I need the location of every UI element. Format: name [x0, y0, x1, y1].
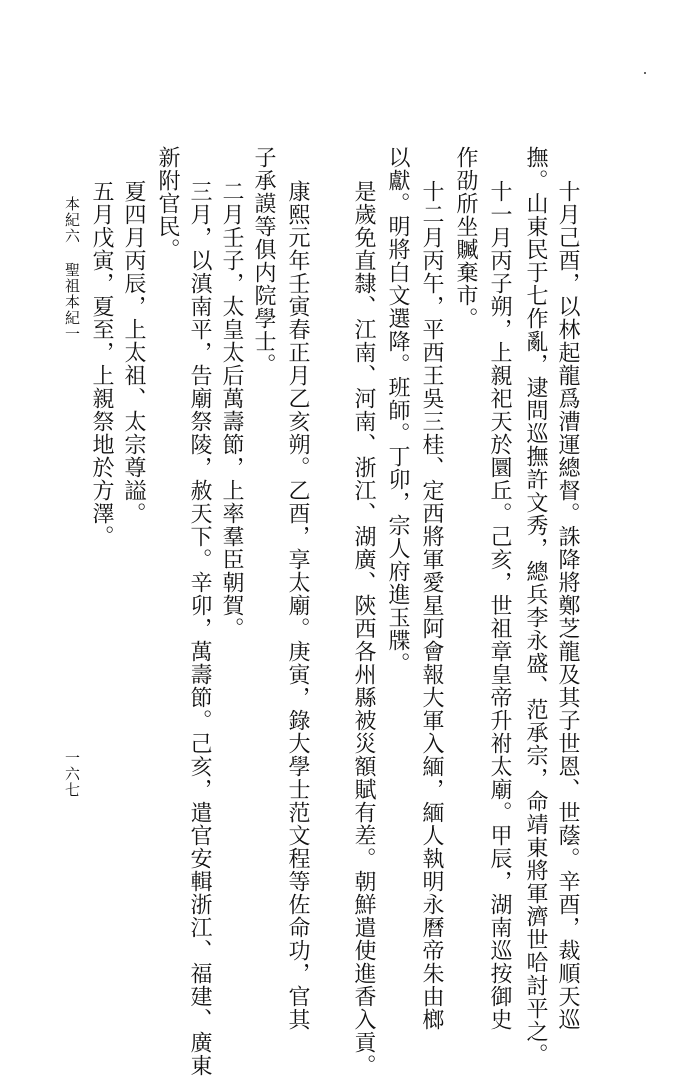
text-column-9: 子承謨等俱内院學士。 — [251, 146, 276, 376]
text-column-3: 十一月丙子朔，上親祀天於圜丘。己亥，世祖章皇帝升祔太廟。甲辰，湖南巡按御史 — [487, 180, 512, 1031]
text-column-5: 十二月丙午，平西王吳三桂、定西將軍愛星阿會報大軍入緬，緬人執明永曆帝朱由榔 — [419, 180, 444, 1031]
text-column-1: 十月己酉，以林起龍爲漕運總督。誅降將鄭芝龍及其子世恩、世蔭。辛酉，裁順天巡 — [555, 180, 580, 1031]
text-column-8: 康熙元年壬寅春正月乙亥朔。乙酉，享太廟。庚寅，錄大學士范文程等佐命功，官其 — [285, 180, 310, 1031]
running-header-reign: 聖祖本紀一 — [63, 262, 81, 342]
text-column-7: 是歲免直隸、江南、河南、浙江、湖廣、陝西各州縣被災額賦有差。朝鮮遣使進香入貢。 — [351, 180, 376, 1077]
text-column-11: 三月，以滇南平，告廟祭陵，赦天下。辛卯，萬壽節。己亥，遣官安輯浙江、福建、廣東 — [187, 180, 212, 1077]
running-header-chapter: 本紀六 — [63, 196, 81, 244]
text-column-10: 二月壬子，太皇太后萬壽節，上率羣臣朝賀。 — [219, 180, 244, 640]
text-column-13: 夏四月丙辰，上太祖、太宗尊謚。 — [121, 180, 146, 525]
text-column-2: 撫。山東民于七作亂，逮問巡撫許文秀，總兵李永盛、范承宗，命靖東將軍濟世哈討平之。 — [523, 146, 548, 1066]
text-column-4: 作劭斦坐贓棄市。 — [453, 146, 478, 330]
running-header — [62, 196, 83, 342]
page-number: 一六七 — [63, 750, 81, 798]
text-column-12: 新附官民。 — [155, 146, 180, 261]
text-column-6: 以獻。明將白文選降。班師。丁卯，宗人府進玉牒。 — [385, 146, 410, 675]
scan-speck — [644, 72, 646, 74]
text-column-14: 五月戊寅，夏至，上親祭地於方澤。 — [89, 180, 114, 548]
